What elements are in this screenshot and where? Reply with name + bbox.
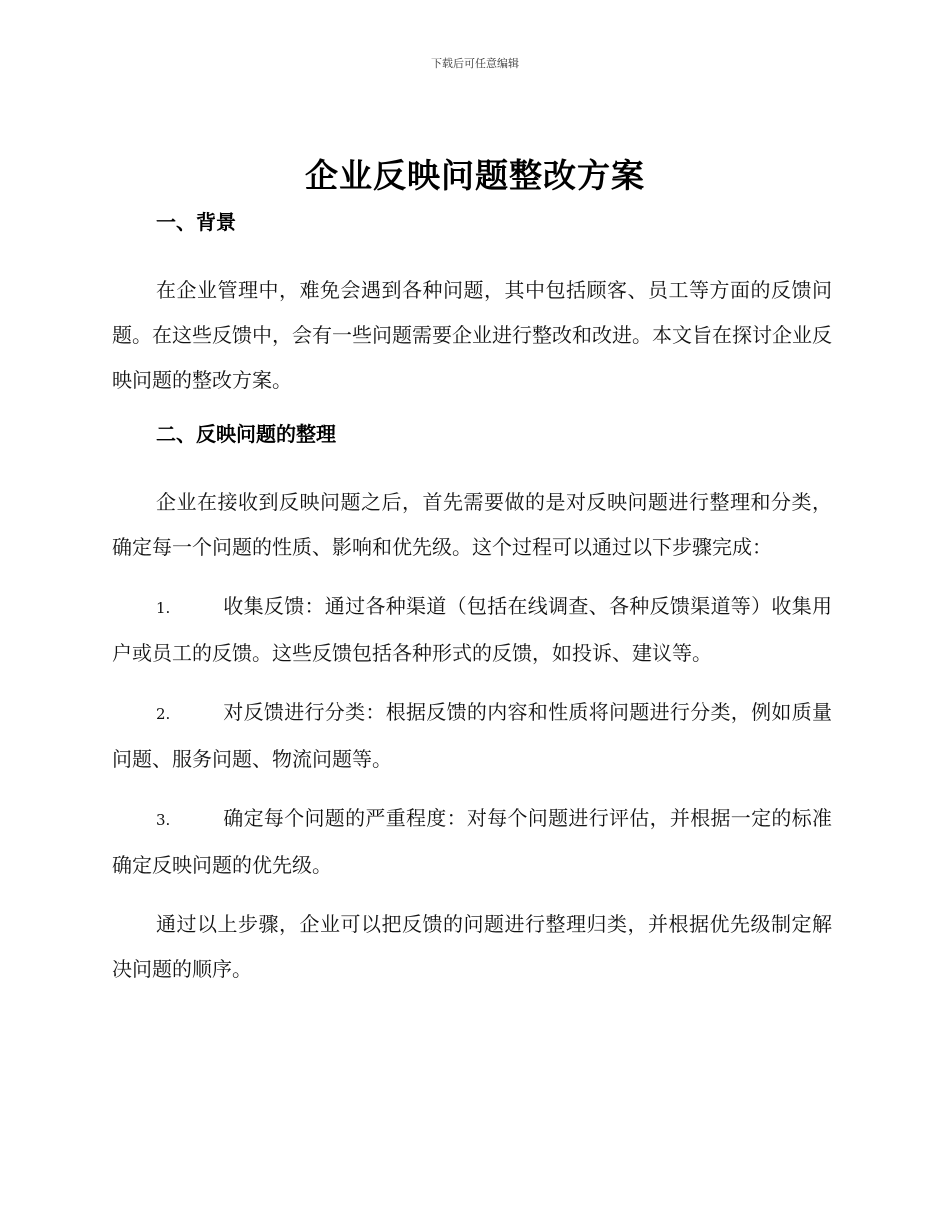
list-item-number: 1.	[156, 599, 171, 617]
list-item-number: 2.	[156, 705, 171, 723]
list-item-number: 3.	[156, 811, 171, 829]
list-item	[112, 796, 832, 888]
document-title: 企业反映问题整改方案	[305, 156, 645, 195]
organize-outro-paragraph: 通过以上步骤，企业可以把反馈的问题进行整理归类，并根据优先级制定解决问题的顺序。	[112, 912, 832, 981]
list-item	[112, 584, 832, 676]
section-heading-background: 一、背景	[156, 210, 236, 234]
section-heading-organize: 二、反映问题的整理	[156, 422, 336, 446]
header-note: 下载后可任意编辑	[431, 57, 519, 70]
list-item-text: 确定每个问题的严重程度：对每个问题进行评估，并根据一定的标准确定反映问题的优先级。	[112, 806, 832, 877]
list-item-text: 对反馈进行分类：根据反馈的内容和性质将问题进行分类，例如质量问题、服务问题、物流问题等。	[112, 700, 832, 771]
background-paragraph: 在企业管理中，难免会遇到各种问题，其中包括顾客、员工等方面的反馈问题。在这些反馈中，会有一些问题需要企业进行整改和改进。本文旨在探讨企业反映问题的整改方案。	[112, 278, 832, 392]
document-body	[112, 205, 832, 992]
list-item	[112, 690, 832, 782]
list-item-text: 收集反馈：通过各种渠道（包括在线调查、各种反馈渠道等）收集用户或员工的反馈。这些反馈包括各种形式的反馈，如投诉、建议等。	[112, 594, 832, 665]
organize-intro-paragraph: 企业在接收到反映问题之后，首先需要做的是对反映问题进行整理和分类，确定每一个问题的性质、影响和优先级。这个过程可以通过以下步骤完成：	[112, 490, 832, 559]
